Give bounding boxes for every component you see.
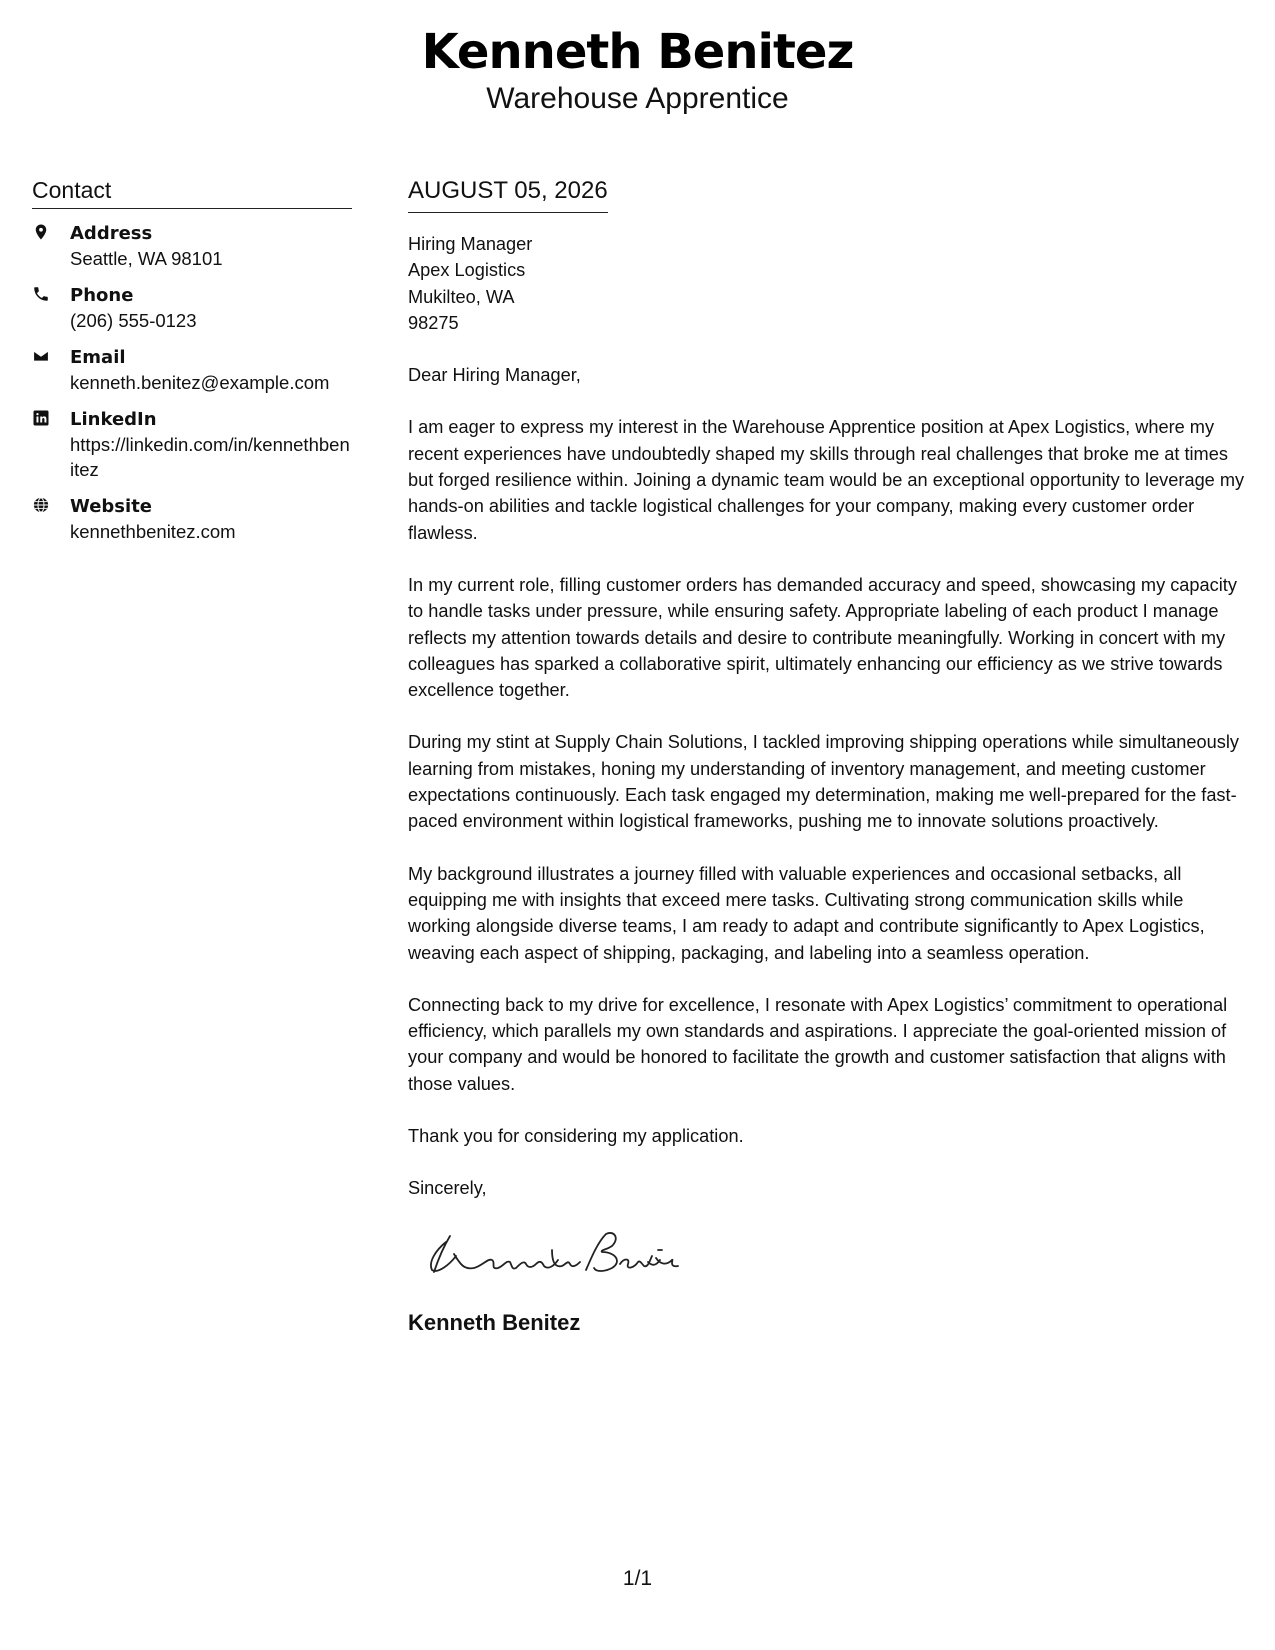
linkedin-icon <box>32 407 70 427</box>
contact-value[interactable]: https://linkedin.com/in/kennethbenitez <box>70 434 350 480</box>
letter-date: AUGUST 05, 2026 <box>408 176 608 213</box>
envelope-icon <box>32 345 70 365</box>
contact-value: (206) 555-0123 <box>70 310 197 331</box>
contact-item-address <box>32 221 352 271</box>
recipient-line: Hiring Manager <box>408 234 533 254</box>
contact-heading: Contact <box>32 176 352 209</box>
recipient-block <box>408 231 1248 336</box>
location-pin-icon <box>32 221 70 241</box>
signer-name: Kenneth Benitez <box>408 1309 581 1335</box>
letter-header <box>0 22 1275 116</box>
salutation: Dear Hiring Manager, <box>408 365 581 386</box>
body-paragraph: Thank you for considering my application. <box>408 1126 744 1147</box>
contact-label: Website <box>70 496 153 517</box>
recipient-line: Mukilteo, WA <box>408 286 515 307</box>
contact-item-email <box>32 345 352 395</box>
contact-value[interactable]: kenneth.benitez@example.com <box>70 372 330 393</box>
letter-body <box>408 176 1248 1337</box>
contact-value: Seattle, WA 98101 <box>70 248 223 269</box>
contact-sidebar <box>32 176 352 556</box>
contact-item-phone <box>32 283 352 333</box>
contact-item-linkedin <box>32 407 352 482</box>
recipient-line: Apex Logistics <box>408 260 526 281</box>
contact-label: Email <box>70 347 126 368</box>
recipient-line: 98275 <box>408 312 459 333</box>
body-paragraph: In my current role, filling customer orders has demanded accuracy and speed, showcasing my capacity to handle tasks under pressure, while ensuring safety. Appropriate labeling of each product I manage reflects my attention towards details and desire to contribute meaningfully. Working in concert with my colleagues has sparked a collaborative spirit, ultimately enhancing our efficiency as we strive towards excellence together. <box>408 574 1237 701</box>
page-number: 1/1 <box>622 1567 653 1590</box>
contact-label: LinkedIn <box>70 409 157 430</box>
applicant-name: Kenneth Benitez <box>421 24 854 80</box>
applicant-role: Warehouse Apprentice <box>486 82 789 115</box>
contact-item-website <box>32 494 352 544</box>
closing: Sincerely, <box>408 1178 487 1199</box>
contact-value[interactable]: kennethbenitez.com <box>70 521 236 542</box>
body-paragraph: I am eager to express my interest in the Warehouse Apprentice position at Apex Logistics, where my recent experiences have undoubtedly shaped my skills through real challenges that broke me at times but forged resilience within. Joining a dynamic team would be an exceptional opportunity to leverage my hands-on abilities and tackle logistical challenges for your company, making every customer order flawless. <box>408 417 1245 543</box>
body-paragraph: Connecting back to my drive for excellence, I resonate with Apex Logistics’ commitment to operational efficiency, which parallels my own standards and aspirations. I appreciate the goal-oriented mission of your company and would be honored to facilitate the growth and customer satisfaction that aligns with those values. <box>408 994 1228 1094</box>
body-paragraph: During my stint at Supply Chain Solutions, I tackled improving shipping operations while simultaneously learning from mistakes, honing my understanding of inventory management, and meeting customer expectations continuously. Each task engaged my determination, making me well-prepared for the fast-paced environment within logistical frameworks, pushing me to innovate solutions proactively. <box>408 732 1239 832</box>
globe-icon <box>32 494 70 514</box>
handwritten-signature <box>416 1220 686 1290</box>
phone-icon <box>32 283 70 303</box>
body-paragraph: My background illustrates a journey filled with valuable experiences and occasional setbacks, all equipping me with insights that exceed mere tasks. Cultivating strong communication skills while working alongside diverse teams, I am ready to adapt and contribute significantly to Apex Logistics, weaving each aspect of shipping, packaging, and labeling into a seamless operation. <box>408 863 1205 963</box>
contact-label: Address <box>70 223 153 244</box>
contact-label: Phone <box>70 285 134 306</box>
